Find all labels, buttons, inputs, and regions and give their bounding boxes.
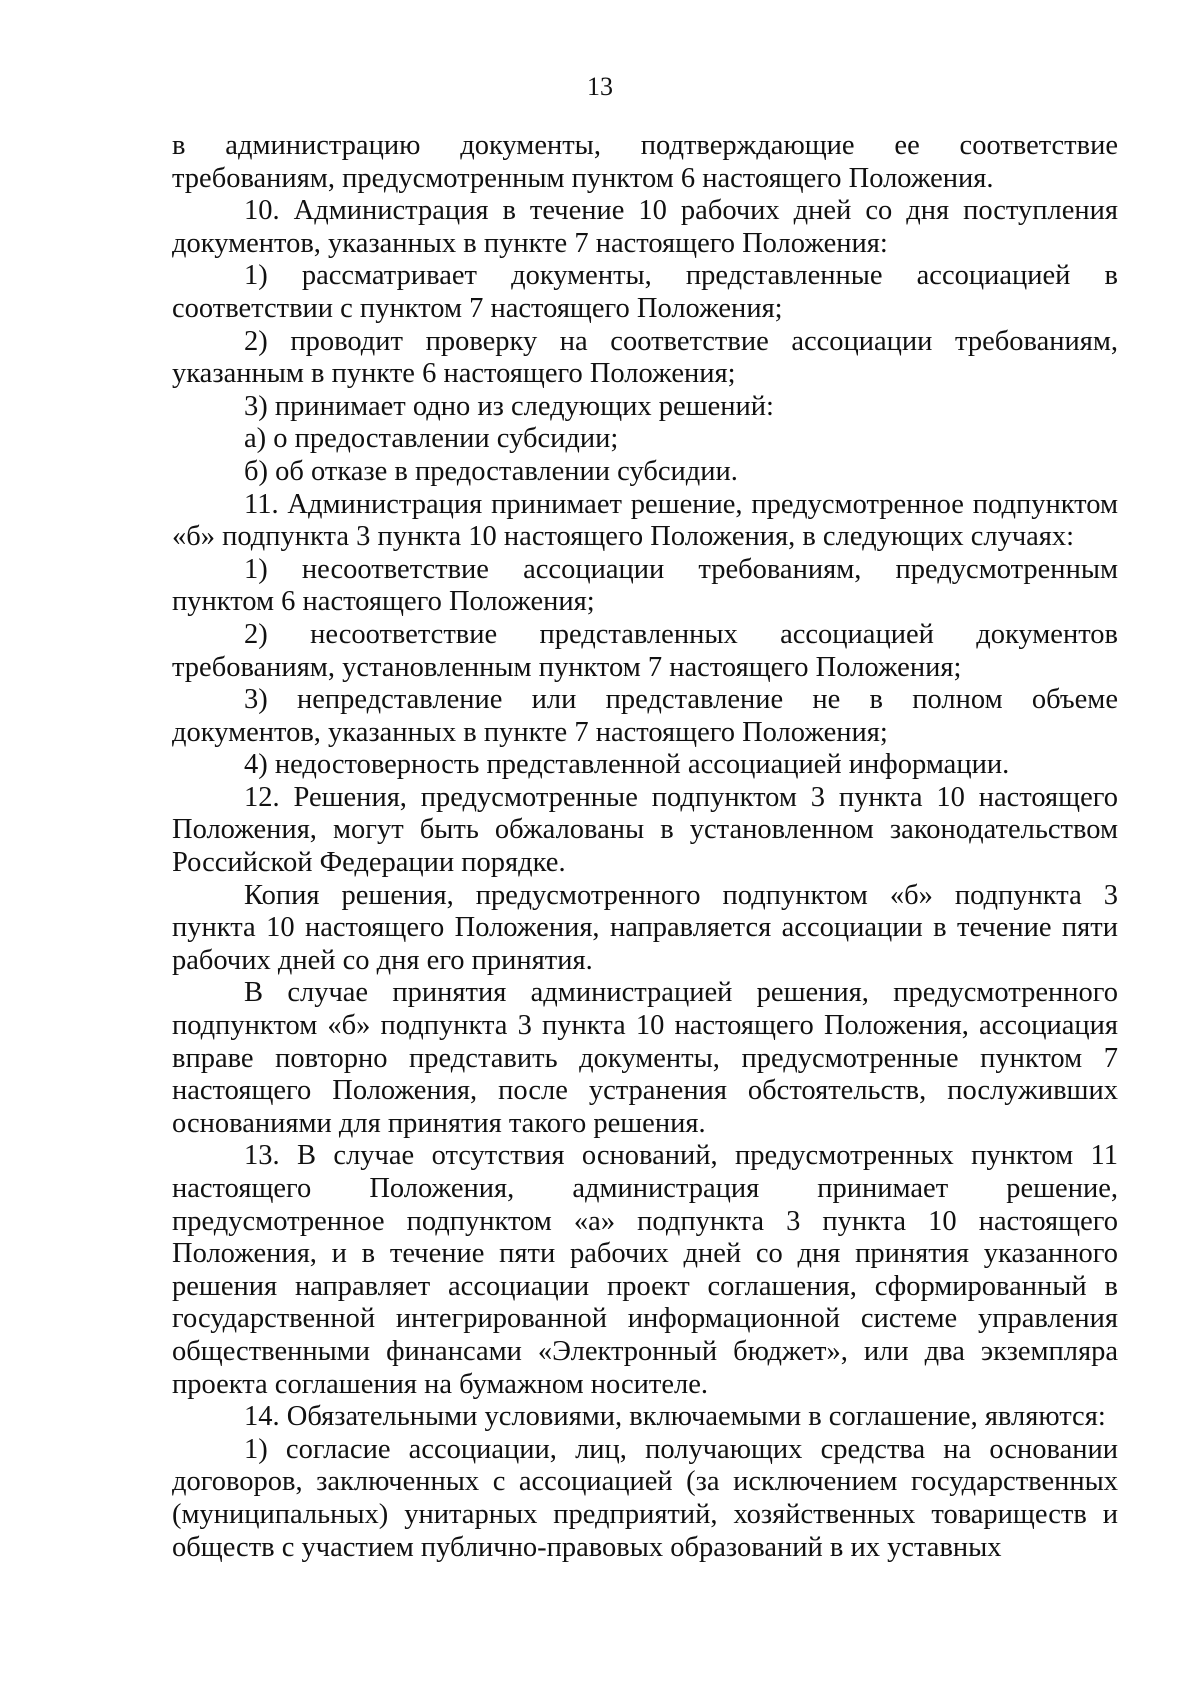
paragraph-item-10: 10. Администрация в течение 10 рабочих дней со дня поступления документов, указанных в пункте 7 настоящего Положения:: [172, 195, 1118, 259]
paragraph-item-10-3: 3) принимает одно из следующих решений:: [244, 390, 774, 422]
paragraph-item-10-3-a: а) о предоставлении субсидии;: [244, 423, 619, 455]
paragraph-item-12: 12. Решения, предусмотренные подпунктом 3 пункта 10 настоящего Положения, могут быть обжалованы в установленном законодательством Российской Федерации порядке.: [172, 781, 1118, 879]
paragraph-continuation: в администрацию документы, подтверждающие ее соответствие требованиям, предусмотренным пунктом 6 настоящего Положения.: [172, 130, 1118, 194]
paragraph-item-11-3: 3) непредставление или представление не в полном объеме документов, указанных в пункте 7 настоящего Положения;: [172, 684, 1118, 748]
paragraph-item-11-1: 1) несоответствие ассоциации требованиям, предусмотренным пунктом 6 настоящего Положения;: [172, 553, 1118, 618]
paragraph-item-11-4: 4) недостоверность представленной ассоциацией информации.: [244, 749, 1010, 781]
page-number: 13: [587, 72, 613, 101]
paragraph-item-11: 11. Администрация принимает решение, предусмотренное подпунктом «б» подпункта 3 пункта 10 настоящего Положения, в следующих случаях:: [172, 488, 1118, 553]
paragraph-item-14-1: 1) согласие ассоциации, лиц, получающих средства на основании договоров, заключенных с ассоциацией (за исключением государственных (муниципальных) унитарных предприятий, хозяйственных товариществ и обществ с участием публично-правовых образований в их уставных: [172, 1433, 1118, 1563]
paragraph-item-10-1: 1) рассматривает документы, представленные ассоциацией в соответствии с пунктом 7 настоящего Положения;: [172, 260, 1118, 324]
document-body: [172, 130, 1118, 1564]
paragraph-item-12-copy: Копия решения, предусмотренного подпунктом «б» подпункта 3 пункта 10 настоящего Положения, направляется ассоциации в течение пяти рабочих дней со дня его принятия.: [172, 879, 1118, 976]
paragraph-item-11-2: 2) несоответствие представленных ассоциацией документов требованиям, установленным пунктом 7 настоящего Положения;: [172, 618, 1118, 683]
paragraph-item-14: 14. Обязательными условиями, включаемыми в соглашение, являются:: [244, 1401, 1106, 1433]
paragraph-item-10-2: 2) проводит проверку на соответствие ассоциации требованиям, указанным в пункте 6 настоящего Положения;: [172, 325, 1118, 390]
paragraph-item-13: 13. В случае отсутствия оснований, предусмотренных пунктом 11 настоящего Положения, администрация принимает решение, предусмотренное подпунктом «а» подпункта 3 пункта 10 настоящего Положения, и в течение пяти рабочих дней со дня принятия указанного решения направляет ассоциации проект соглашения, сформированный в государственной интегрированной информационной системе управления общественными финансами «Электронный бюджет», или два экземпляра проекта соглашения на бумажном носителе.: [172, 1140, 1118, 1400]
paragraph-item-12-resubmit: В случае принятия администрацией решения, предусмотренного подпунктом «б» подпункта 3 пункта 10 настоящего Положения, ассоциация вправе повторно представить документы, предусмотренные пунктом 7 настоящего Положения, после устранения обстоятельств, послуживших основаниями для принятия такого решения.: [172, 977, 1118, 1139]
paragraph-item-10-3-b: б) об отказе в предоставлении субсидии.: [244, 455, 738, 487]
